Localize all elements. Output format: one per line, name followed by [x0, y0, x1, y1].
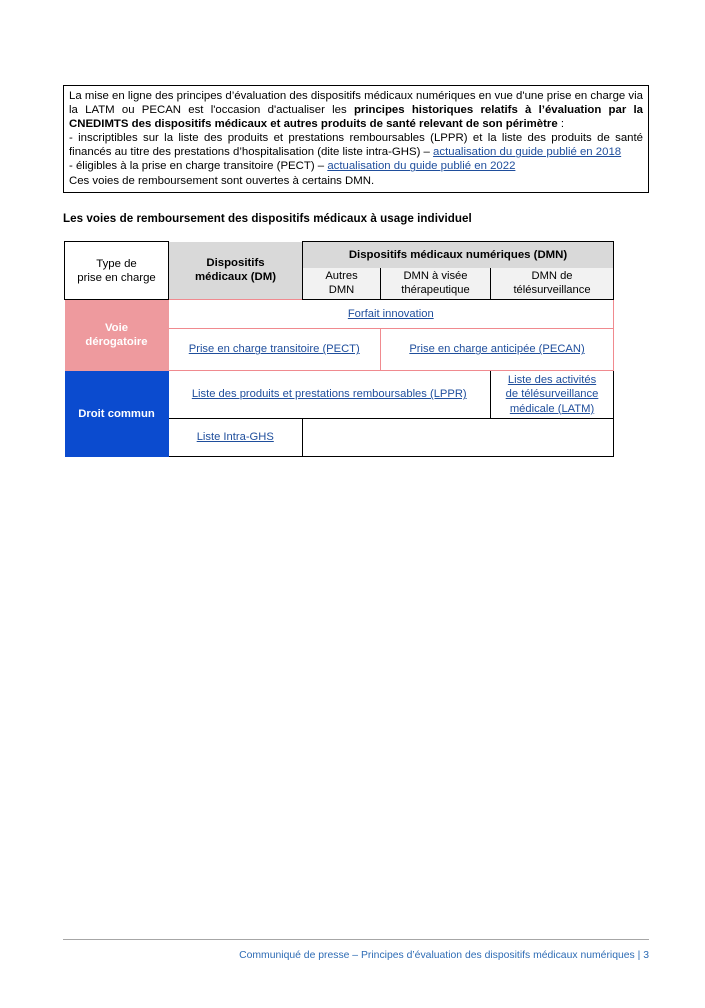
header-therapeutique-line2: thérapeutique [401, 283, 470, 296]
cell-pecan [381, 329, 614, 371]
link-latm[interactable] [506, 374, 599, 414]
row-label-droit-commun: Droit commun [65, 371, 169, 457]
row-label-voie-derogatoire [65, 300, 169, 371]
table-header-row-1 [65, 242, 614, 269]
reimbursement-pathways-table [64, 241, 614, 457]
header-type-prise-en-charge [65, 242, 169, 300]
link-intra-ghs[interactable]: Liste Intra-GHS [196, 431, 274, 444]
intro-bullet-1 [69, 131, 643, 159]
intro-bullet1-text: - inscriptibles sur la liste des produits et prestations remboursables (LPPR) et la liste des produits de santé financés au titre des prestations d’hospitalisation (dite liste intra-GHS) – [69, 132, 643, 159]
cell-forfait-innovation [169, 300, 614, 329]
voie-derogatoire-line2: dérogatoire [85, 336, 148, 349]
header-dm-line2: médicaux (DM) [194, 271, 276, 284]
header-sub-autres-dmn [303, 268, 381, 300]
cell-lppr [169, 371, 491, 419]
header-telesurveillance-line1: DMN de [531, 269, 573, 282]
header-type-line1: Type de [96, 257, 137, 270]
intro-bullet2-text: - éligibles à la prise en charge transitoire (PECT) – [69, 160, 328, 173]
footer-text: Communiqué de presse – Principes d’évaluation des dispositifs médicaux numériques | 3 [239, 950, 649, 961]
latm-line3: médicale (LATM) [509, 402, 595, 415]
link-guide-2022[interactable]: actualisation du guide publié en 2022 [327, 160, 516, 173]
header-sub-dmn-therapeutique [381, 268, 491, 300]
table-row-lppr-latm [65, 371, 614, 419]
intro-textbox [63, 85, 649, 193]
link-guide-2018[interactable]: actualisation du guide publié en 2018 [433, 146, 622, 159]
latm-line1: Liste des activités [507, 374, 597, 387]
header-autres-line1: Autres [325, 269, 358, 282]
voie-derogatoire-line1: Voie [104, 322, 129, 335]
link-forfait-innovation[interactable]: Forfait innovation [347, 307, 434, 320]
latm-line2: de télésurveillance [505, 388, 599, 401]
intro-text-part2: : [557, 118, 565, 131]
link-pect[interactable]: Prise en charge transitoire (PECT) [188, 343, 360, 356]
section-title: Les voies de remboursement des dispositifs médicaux à usage individuel [63, 212, 472, 225]
header-telesurveillance-line2: télésurveillance [513, 283, 591, 296]
header-dm-line1: Dispositifs [206, 257, 265, 270]
cell-latm [491, 371, 614, 419]
cell-empty-bottom [303, 419, 614, 457]
intro-bullet-2 [69, 159, 643, 173]
cell-pect [169, 329, 381, 371]
footer-divider [63, 939, 649, 940]
header-autres-line2: DMN [328, 283, 355, 296]
intro-paragraph-1 [69, 89, 643, 131]
intro-closing: Ces voies de remboursement sont ouvertes à certains DMN. [69, 174, 375, 187]
cell-intra-ghs [169, 419, 303, 457]
header-sub-dmn-telesurveillance [491, 268, 614, 300]
table-row-forfait-innovation [65, 300, 614, 329]
link-pecan[interactable]: Prise en charge anticipée (PECAN) [409, 343, 585, 356]
header-therapeutique-line1: DMN à visée [403, 269, 468, 282]
intro-text-bold: principes historiques relatifs à l’évaluation par la CNEDIMTS des dispositifs médicaux et autres produits de santé relevant de son périmètre [69, 104, 643, 131]
link-lppr[interactable]: Liste des produits et prestations remboursables (LPPR) [191, 388, 467, 401]
header-type-line2: prise en charge [77, 271, 156, 284]
header-dmn-group: Dispositifs médicaux numériques (DMN) [303, 242, 614, 269]
intro-text-part1: La mise en ligne des principes d’évaluation des dispositifs médicaux numériques en vue d'une prise en charge via la LATM ou PECAN est l'occasion d'actualiser les [69, 90, 643, 117]
header-dispositifs-medicaux [169, 242, 303, 300]
